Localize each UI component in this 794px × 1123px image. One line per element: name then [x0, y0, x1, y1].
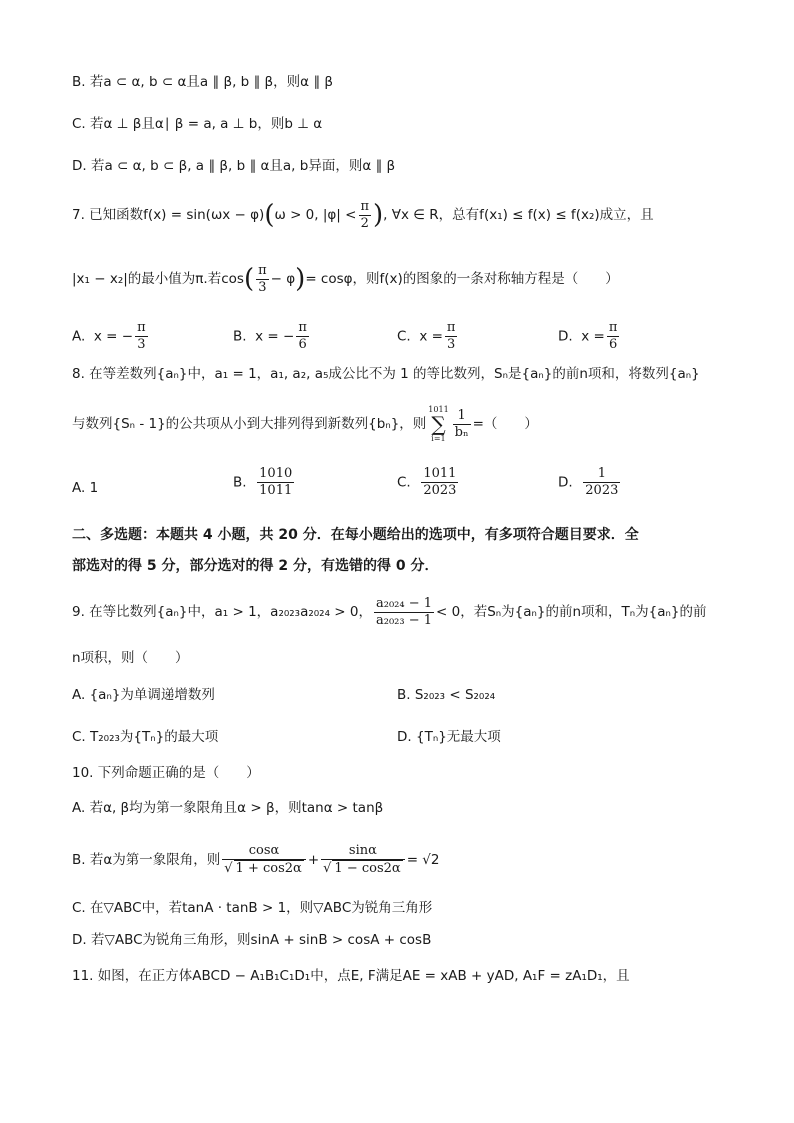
q8-option-b: B. $\frac{1010}{1011}$	[233, 466, 293, 498]
q7-option-d: D. x = $\frac{\pi}{6}$	[558, 320, 618, 352]
q11-stem: 11. 如图，在正方体ABCD − A₁B₁C₁D₁中，点E, F满足AE = xAB + yAD, A₁F = zA₁D₁，且	[72, 968, 630, 984]
q7-cond: ω > 0, |φ| <	[274, 207, 357, 223]
q7-option-c: C. x = $\frac{\pi}{3}$	[397, 320, 456, 352]
q6-option-d: D. 若a ⊂ α, b ⊂ β, a ∥ β, b ∥ α且a, b异面，则α ∥ β	[72, 158, 396, 174]
q9-stem-text: 9. 在等比数列{aₙ}中，a₁ > 1，a₂₀₂₃a₂₀₂₄ > 0，	[72, 604, 372, 620]
q9-stem-post: < 0，若Sₙ为{aₙ}的前n项和，Tₙ为{aₙ}的前	[436, 604, 707, 620]
q9-frac: $\frac{\text{a₂₀₂₄ − 1}}{\text{a₂₀₂₃ − 1}}$	[376, 595, 433, 628]
q6-option-b: B. 若a ⊂ α, b ⊂ α且a ∥ β, b ∥ β，则α ∥ β	[72, 74, 334, 90]
q7-minus-phi: − φ	[270, 271, 296, 287]
q10-option-c: C. 在▽ABC中，若tanA · tanB > 1，则▽ABC为锐角三角形	[72, 900, 433, 916]
q7-cos-pre: |x₁ − x₂|的最小值为π.若cos	[72, 271, 244, 287]
section-2-heading-line1: 二、多选题：本题共 4 小题，共 20 分．在每小题给出的选项中，有多项符合题目要求．全	[72, 527, 639, 543]
q10-frac-cos: $\frac{\cos\alpha}{√ 1 + \cos 2\alpha}$	[222, 843, 306, 877]
q6-option-c: C. 若α ⊥ β且α∣ β = a, a ⊥ b，则b ⊥ α	[72, 116, 323, 132]
q7-option-a: A. x = − $\frac{\pi}{3}$	[72, 320, 146, 352]
q7-frac-pi-2: $\frac{\pi}{2}$	[360, 198, 369, 231]
q8-option-d: D. $\frac{1}{2023}$	[558, 466, 619, 498]
q8-stem-text: 与数列{Sₙ - 1}的公共项从小到大排列得到新数列{bₙ}，则	[72, 416, 427, 432]
q10-option-b-result: = √2	[406, 852, 440, 868]
q7-stem-line2: |x₁ − x₂|的最小值为π.若cos( $\frac{\pi}{3}$ − φ)= cosφ，则f(x)的图象的一条对称轴方程是（ ）	[72, 262, 619, 295]
q8-frac: $\frac{1}{\text{bₙ}}$	[454, 407, 469, 440]
q10-frac-sin: $\frac{\sin\alpha}{√ 1 - \cos 2\alpha}$	[321, 843, 405, 877]
q10-stem: 10. 下列命题正确的是（ ）	[72, 765, 260, 781]
q10-option-a: A. 若α, β均为第一象限角且α > β，则tanα > tanβ	[72, 800, 384, 816]
q8-stem-line1: 8. 在等差数列{aₙ}中，a₁ = 1，a₁, a₂, a₅成公比不为 1 的等比数列，Sₙ是{aₙ}的前n项和，将数列{aₙ}	[72, 366, 700, 382]
q7-func: 7. 已知函数f(x) = sin(ωx − φ)	[72, 207, 265, 223]
q10-option-d: D. 若▽ABC为锐角三角形，则sinA + sinB > cosA + cosB	[72, 932, 432, 948]
q10-option-b-text: B. 若α为第一象限角，则	[72, 852, 221, 868]
q7-frac-pi-3: $\frac{\pi}{3}$	[258, 262, 267, 295]
q8-summation: 1011 ∑ i=1	[428, 405, 449, 443]
q9-option-a: A. {aₙ}为单调递增数列	[72, 687, 215, 703]
section-2-heading-line2: 部选对的得 5 分，部分选对的得 2 分，有选错的得 0 分．	[72, 558, 439, 574]
q8-option-a: A. 1	[72, 480, 99, 496]
q9-option-b: B. S₂₀₂₃ < S₂₀₂₄	[397, 687, 496, 703]
q8-option-c: C. $\frac{1011}{2023}$	[397, 466, 457, 498]
q9-stem-line2: n项积，则（ ）	[72, 650, 189, 666]
q7-question: = cosφ，则f(x)的图象的一条对称轴方程是（ ）	[305, 271, 619, 287]
q10-option-b: B. 若α为第一象限角，则 $\frac{\cos\alpha}{√ 1 + \cos 2\alpha}$ + $\frac{\sin\alpha}{√ 1 - \cos 2\alpha}$ = √2	[72, 843, 440, 876]
q7-stem-line1: 7. 已知函数f(x) = sin(ωx − φ)(ω > 0, |φ| < $\frac{\pi}{2}$ ), ∀x ∈ R，总有f(x₁) ≤ f(x) ≤ f(x₂)成立，且	[72, 198, 654, 231]
q8-stem-line2	[72, 404, 538, 444]
q9-option-c: C. T₂₀₂₃为{Tₙ}的最大项	[72, 729, 219, 745]
q9-stem-line1	[72, 594, 707, 630]
q7-option-b: B. x = − $\frac{\pi}{6}$	[233, 320, 307, 352]
q7-cond-post: , ∀x ∈ R，总有f(x₁) ≤ f(x) ≤ f(x₂)成立，且	[383, 207, 654, 223]
q9-option-d: D. {Tₙ}无最大项	[397, 729, 501, 745]
q8-question: =（ ）	[472, 416, 538, 432]
